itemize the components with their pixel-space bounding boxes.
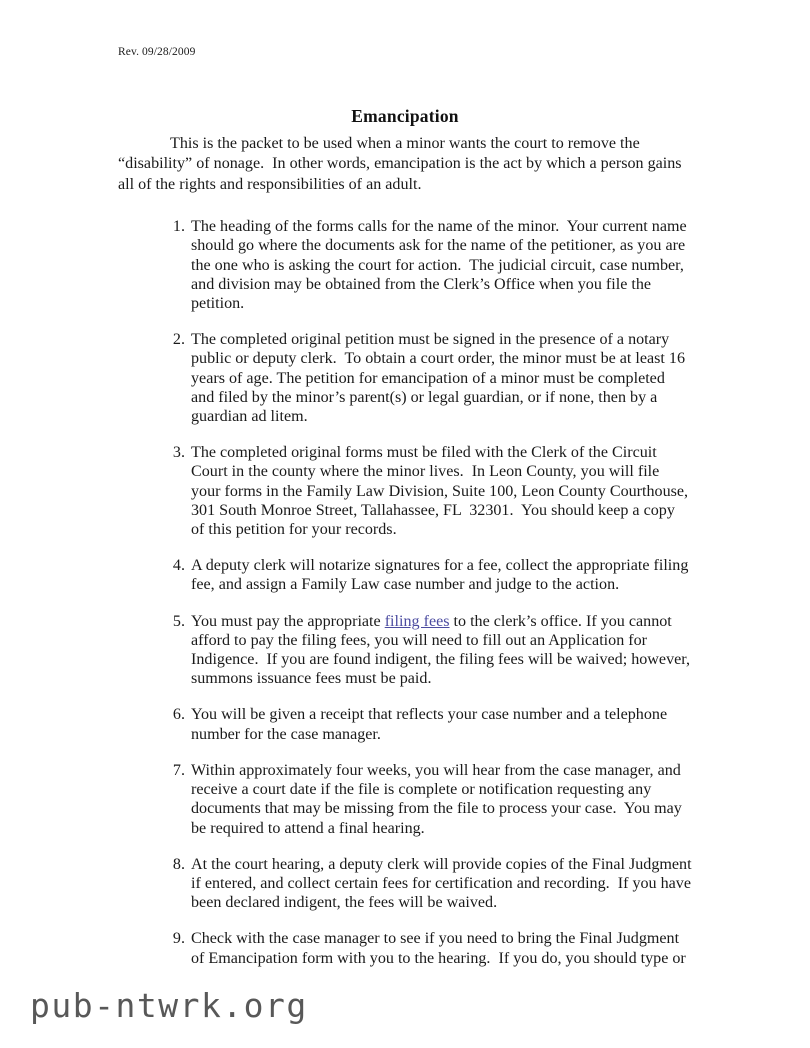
- list-item-number: 4.: [172, 557, 185, 575]
- list-item-number: 3.: [172, 444, 185, 462]
- list-item: [118, 929, 692, 967]
- list-item: [118, 443, 692, 539]
- list-item-text-after-link: to the clerk’s office. If you cannot afford to pay the filing fees, you will need to fill out an Application for Indigence. If you are found indigent, the filing fees will be waived; however, summons issuance fees must be paid.: [191, 612, 695, 688]
- list-item-text: [191, 612, 695, 689]
- page-title: Emancipation: [351, 105, 459, 126]
- list-item: [118, 612, 695, 689]
- list-item-number: 8.: [172, 855, 185, 873]
- list-item-number: 9.: [172, 930, 185, 948]
- list-item-number: 1.: [172, 218, 185, 236]
- list-item-text: Check with the case manager to see if you need to bring the Final Judgment of Emancipation form with you to the hearing. If you do, you should type or: [191, 930, 686, 967]
- list-item: [118, 761, 692, 838]
- list-item: [118, 556, 692, 594]
- list-item-number: 6.: [172, 706, 185, 724]
- list-item-text: At the court hearing, a deputy clerk will provide copies of the Final Judgment if entered, and collect certain fees for certification and recording. If you have been declared indigent, the fees will be waived.: [191, 855, 696, 912]
- list-item-number: 7.: [172, 761, 185, 779]
- list-item: [118, 705, 692, 743]
- instructions-list: [118, 217, 696, 968]
- list-item-text: A deputy clerk will notarize signatures for a fee, collect the appropriate filing fee, and assign a Family Law case number and judge to the action.: [191, 557, 693, 594]
- revision-date: Rev. 09/28/2009: [118, 46, 196, 58]
- list-item-text: The heading of the forms calls for the name of the minor. Your current name should go where the documents ask for the name of the petitioner, as you are the one who is asking the court for action. The judicial circuit, case number, and division may be obtained from the Clerk’s Office when you file the petition.: [191, 218, 691, 313]
- list-item-text-before-link: You must pay the appropriate: [191, 612, 385, 630]
- document-body: [118, 134, 696, 968]
- watermark: pub-ntwrk.org: [30, 986, 308, 1025]
- list-item-text: Within approximately four weeks, you will hear from the case manager, and receive a court date if the file is complete or notification requesting any documents that may be missing from the file to process your case. You may be required to attend a final hearing.: [191, 761, 686, 837]
- intro-paragraph: This is the packet to be used when a minor wants the court to remove the “disability” of nonage. In other words, emancipation is the act by which a person gains all of the rights and responsibilities of an adult.: [118, 135, 686, 193]
- list-item-text: The completed original petition must be signed in the presence of a notary public or deputy clerk. To obtain a court order, the minor must be at least 16 years of age. The petition for emancipation of a minor must be completed and filed by the minor’s parent(s) or legal guardian, or if none, then by a guardian ad litem.: [191, 331, 690, 426]
- list-item: [118, 217, 692, 313]
- list-item-text: You will be given a receipt that reflects your case number and a telephone number for the case manager.: [191, 706, 672, 743]
- list-item-number: 5.: [172, 612, 185, 630]
- list-item-number: 2.: [172, 331, 185, 349]
- filing-fees-link[interactable]: filing fees: [384, 612, 450, 630]
- list-item: [118, 330, 692, 426]
- list-item-text: The completed original forms must be filed with the Clerk of the Circuit Court in the county where the minor lives. In Leon County, you will file your forms in the Family Law Division, Suite 100, Leon County Courthouse, 301 South Monroe Street, Tallahassee, FL 32301. You should keep a copy of this petition for your records.: [191, 444, 693, 539]
- list-item: [118, 855, 696, 913]
